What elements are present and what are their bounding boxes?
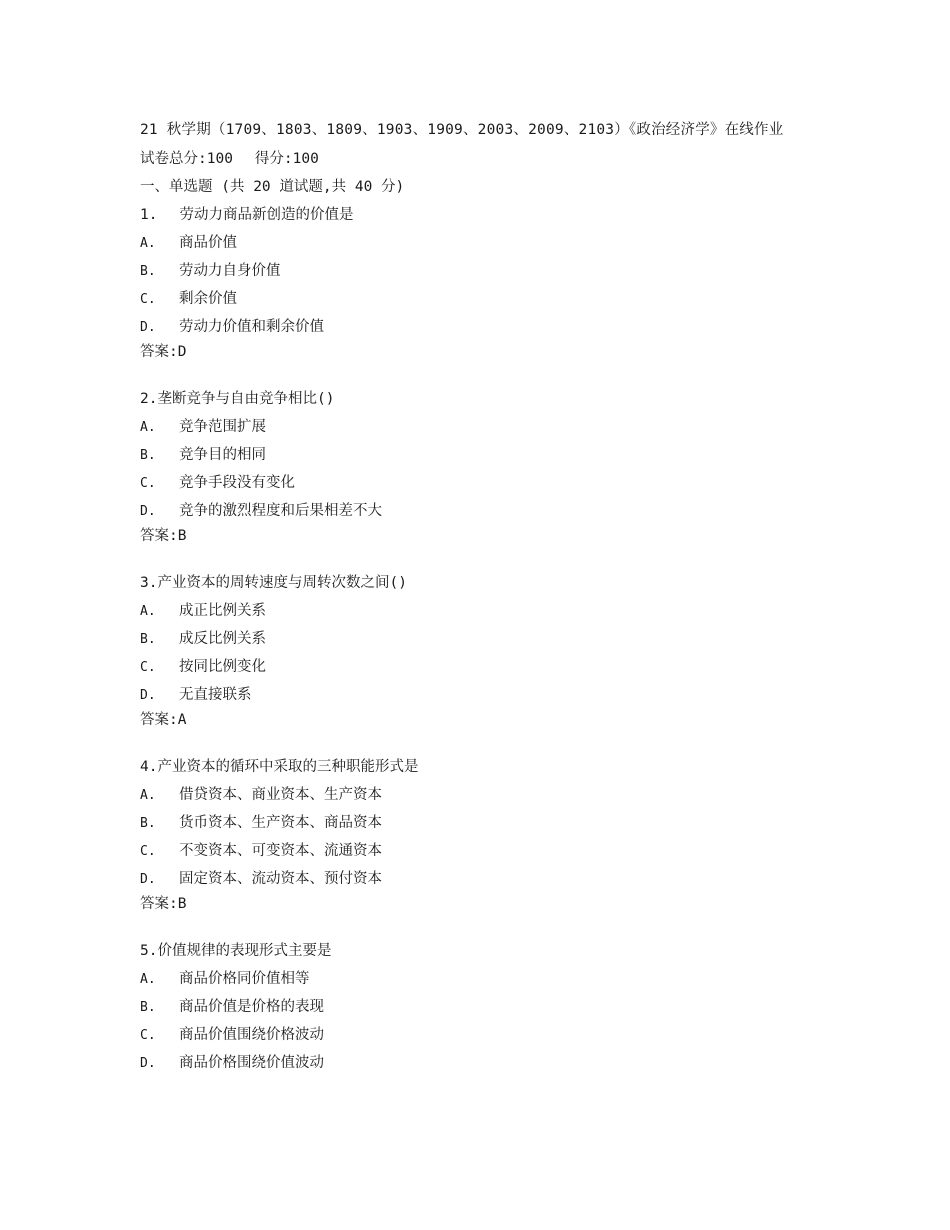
question-title <box>140 753 820 781</box>
answer-line: 答案:D <box>140 344 187 360</box>
option-row <box>140 1021 820 1049</box>
option-letter: C. <box>140 844 156 859</box>
option-letter: D. <box>140 504 156 519</box>
score-total: 试卷总分:100 <box>140 151 233 167</box>
option-letter: D. <box>140 872 156 887</box>
option-row <box>140 653 820 681</box>
answer-line: 答案:B <box>140 896 187 912</box>
question-text: 价值规律的表现形式主要是 <box>157 943 332 959</box>
question-text: 产业资本的循环中采取的三种职能形式是 <box>157 759 419 775</box>
question-number: 4. <box>140 759 158 775</box>
option-text: 竞争的激烈程度和后果相差不大 <box>179 503 382 519</box>
option-text: 剩余价值 <box>179 291 237 307</box>
question-text: 劳动力商品新创造的价值是 <box>179 207 354 223</box>
option-text: 无直接联系 <box>179 687 252 703</box>
option-text: 竞争范围扩展 <box>179 419 266 435</box>
option-row <box>140 993 820 1021</box>
option-letter: B. <box>140 632 156 647</box>
question-block <box>140 937 820 1077</box>
answer-line: 答案:B <box>140 528 187 544</box>
question-block <box>140 385 820 547</box>
option-text: 成反比例关系 <box>179 631 266 647</box>
option-row <box>140 597 820 625</box>
option-row <box>140 809 820 837</box>
option-row <box>140 497 820 525</box>
question-list <box>140 201 820 1077</box>
option-letter: C. <box>140 1028 156 1043</box>
question-text: 垄断竞争与自由竞争相比() <box>157 391 335 407</box>
option-text: 劳动力自身价值 <box>179 263 281 279</box>
option-row <box>140 413 820 441</box>
option-letter: A. <box>140 788 156 803</box>
option-row <box>140 781 820 809</box>
answer-line: 答案:A <box>140 712 187 728</box>
question-title <box>140 937 820 965</box>
option-text: 货币资本、生产资本、商品资本 <box>179 815 382 831</box>
question-text: 产业资本的周转速度与周转次数之间() <box>157 575 407 591</box>
option-letter: B. <box>140 448 156 463</box>
option-letter: B. <box>140 1000 156 1015</box>
question-block <box>140 201 820 363</box>
question-number: 3. <box>140 575 158 591</box>
option-row <box>140 313 820 341</box>
option-text: 劳动力价值和剩余价值 <box>179 319 324 335</box>
option-letter: C. <box>140 660 156 675</box>
option-row <box>140 229 820 257</box>
option-letter: B. <box>140 264 156 279</box>
option-text: 成正比例关系 <box>179 603 266 619</box>
question-number: 1. <box>140 207 158 223</box>
option-row <box>140 837 820 865</box>
option-text: 商品价格围绕价值波动 <box>179 1055 324 1071</box>
score-got: 得分:100 <box>254 151 319 167</box>
option-text: 按同比例变化 <box>179 659 266 675</box>
option-letter: B. <box>140 816 156 831</box>
option-text: 商品价值是价格的表现 <box>179 999 324 1015</box>
option-row <box>140 285 820 313</box>
option-letter: C. <box>140 292 156 307</box>
option-text: 固定资本、流动资本、预付资本 <box>179 871 382 887</box>
option-text: 不变资本、可变资本、流通资本 <box>179 843 382 859</box>
option-row <box>140 681 820 709</box>
question-title <box>140 201 820 229</box>
option-letter: D. <box>140 320 156 335</box>
option-text: 商品价格同价值相等 <box>179 971 310 987</box>
question-block <box>140 569 820 731</box>
option-letter: D. <box>140 688 156 703</box>
option-letter: A. <box>140 972 156 987</box>
option-text: 竞争目的相同 <box>179 447 266 463</box>
option-row <box>140 625 820 653</box>
option-text: 商品价值 <box>179 235 237 251</box>
question-title <box>140 385 820 413</box>
section-heading: 一、单选题 (共 20 道试题,共 40 分) <box>140 179 405 195</box>
option-text: 借贷资本、商业资本、生产资本 <box>179 787 382 803</box>
option-text: 商品价值围绕价格波动 <box>179 1027 324 1043</box>
option-letter: C. <box>140 476 156 491</box>
question-number: 5. <box>140 943 158 959</box>
option-row <box>140 469 820 497</box>
option-row <box>140 257 820 285</box>
option-letter: A. <box>140 420 156 435</box>
option-text: 竞争手段没有变化 <box>179 475 295 491</box>
option-row <box>140 441 820 469</box>
option-row <box>140 1049 820 1077</box>
question-block <box>140 753 820 915</box>
score-line <box>140 145 820 173</box>
document-page <box>140 118 820 1077</box>
question-number: 2. <box>140 391 158 407</box>
option-row <box>140 865 820 893</box>
question-title <box>140 569 820 597</box>
option-letter: D. <box>140 1056 156 1071</box>
option-row <box>140 965 820 993</box>
option-letter: A. <box>140 604 156 619</box>
document-title: 21 秋学期（1709、1803、1809、1903、1909、2003、2009、2103）《政治经济学》在线作业 <box>140 122 784 138</box>
option-letter: A. <box>140 236 156 251</box>
